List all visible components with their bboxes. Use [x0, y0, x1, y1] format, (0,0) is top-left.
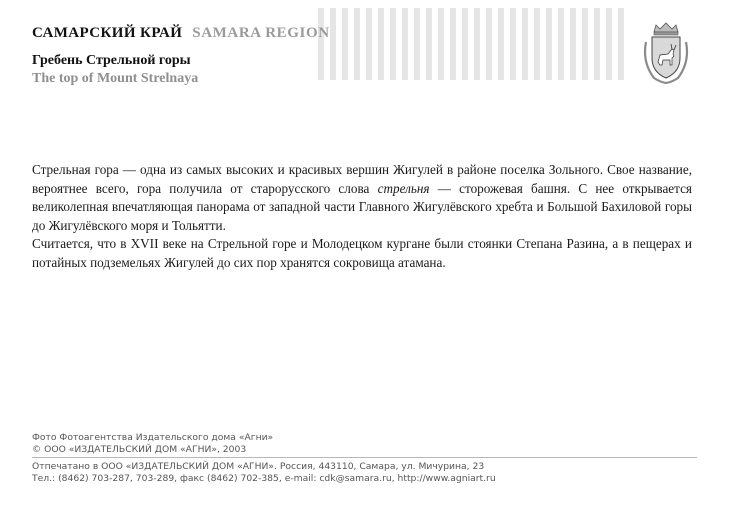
decorative-stripes — [318, 8, 628, 80]
footer-divider — [32, 457, 697, 458]
region-name-ru: САМАРСКИЙ КРАЙ — [32, 25, 183, 41]
description-paragraph-2: Считается, что в XVII веке на Стрельной горе и Молодецком кургане были стоянки Степана Разина, а в пещерах и потайных подземельях Жигулей до сих пор хранятся сокровища атамана. — [32, 236, 692, 270]
photo-credit: Фото Фотоагентства Издательского дома «Агни» — [32, 432, 274, 443]
description-paragraph-1 — [32, 161, 692, 235]
paragraph-1-part-1: Стрельная гора — одна из самых высоких и красивых вершин Жигулей в районе поселка Зольного. Свое название, вероятнее всего, гора получила от старорусского слова — [32, 162, 692, 196]
paragraph-1-part-2: — сторожевая башня. С нее открывается великолепная впечатляющая панорама от западной части Главного Жигулёвского хребта и Большой Бахиловой горы до Жигулёвского моря и Тольятти. — [32, 180, 692, 233]
contact-info: Тел.: (8462) 703-287, 703-289, факс (8462) 702-385, e-mail: cdk@samara.ru, http://www.agniart.ru — [32, 473, 496, 484]
region-header — [32, 24, 330, 42]
description-text — [32, 161, 692, 272]
title-en: The top of Mount Strelnaya — [32, 71, 199, 86]
region-name-en: SAMARA REGION — [192, 25, 330, 41]
printer-info: Отпечатано в ООО «ИЗДАТЕЛЬСКИЙ ДОМ «АГНИ». Россия, 443110, Самара, ул. Мичурина, 23 — [32, 461, 485, 472]
copyright: © ООО «ИЗДАТЕЛЬСКИЙ ДОМ «АГНИ», 2003 — [32, 444, 247, 455]
title-ru: Гребень Стрельной горы — [32, 53, 191, 68]
samara-coat-of-arms-icon — [640, 22, 692, 84]
paragraph-1-italic-term: стрельня — [377, 180, 430, 196]
